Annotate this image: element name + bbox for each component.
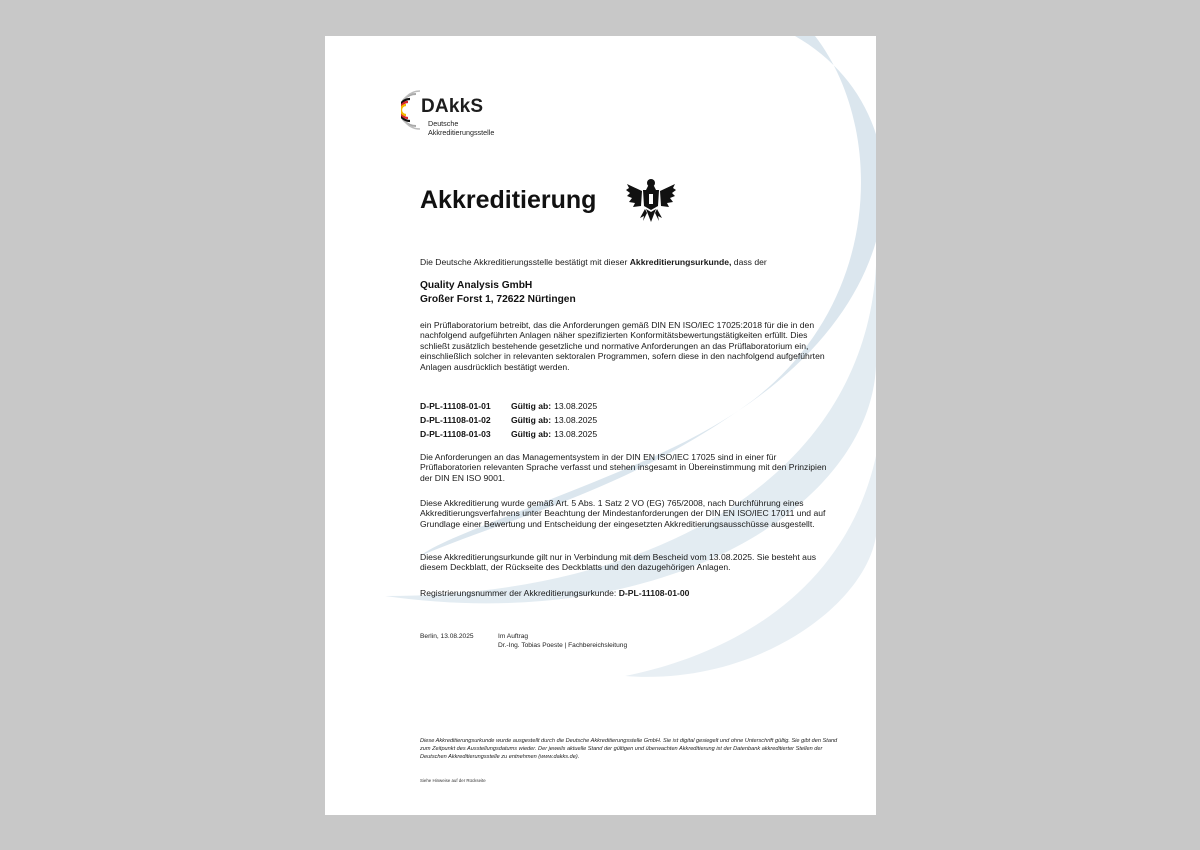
logo-subtitle — [428, 119, 494, 137]
footer-note: Diese Akkreditierungsurkunde wurde ausgestellt durch die Deutsche Akkreditierungsstelle GmbH. Sie ist digital gesiegelt und ohne Unterschrift gültig. Sie gibt den Stand zum Zeitpunkt des Ausstellungsdatums wieder. Der jeweils aktuelle Stand der gültigen und überwachten Akkreditierung ist der Datenbank akkreditierter Stellen der Deutschen Akkreditierungsstelle zu entnehmen (www.dakks.de). — [420, 738, 838, 760]
code-number: D-PL-11108-01-01 — [420, 401, 491, 411]
signature-block — [498, 632, 627, 650]
logo-brand: DAkkS — [421, 96, 484, 117]
code-valid-label: Gültig ab: — [511, 415, 552, 426]
code-valid-label: Gültig ab: — [511, 429, 552, 440]
page-title: Akkreditierung — [420, 186, 597, 214]
paragraph-scope: ein Prüflaboratorium betreibt, das die Anforderungen gemäß DIN EN ISO/IEC 17025:2018 für die in den nachfolgend aufgeführten Anlagen näher spezifizierten Konformitätsbewertungstätigkeiten erfüllt. Dies schließt zusätzlich bestehende gesetzliche und normative Anforderungen an das Prüflaboratorium ein, einschließlich solcher in relevanten sektoralen Programmen, sofern diese in den nachfolgend aufgeführten Anlagen ausdrücklich bestätigt werden. — [420, 320, 825, 372]
certificate-page — [325, 36, 876, 815]
code-valid-date: 13.08.2025 — [554, 415, 598, 426]
organization-address: Großer Forst 1, 72622 Nürtingen — [420, 294, 576, 305]
dakks-logo — [401, 90, 561, 140]
paragraph-management-system: Die Anforderungen an das Managementsystem in der DIN EN ISO/IEC 17025 sind in einer für Prüflaboratorien relevanten Sprache verfasst und stehen insgesamt in Übereinstimmung mit den Prinzipien der DIN EN ISO 9001. — [420, 452, 827, 483]
background-swoosh — [325, 36, 876, 815]
back-page-hint: Siehe Hinweise auf der Rückseite — [420, 778, 486, 783]
code-number: D-PL-11108-01-03 — [420, 429, 491, 440]
registration-label: Registrierungsnummer der Akkreditierungsurkunde: — [420, 588, 619, 598]
registration-line — [420, 588, 830, 598]
signature-place-date: Berlin, 13.08.2025 — [420, 633, 474, 640]
code-row — [420, 427, 597, 441]
organization-block — [420, 279, 576, 307]
code-row — [420, 399, 597, 413]
logo-subtitle-line2: Akkreditierungsstelle — [428, 128, 495, 137]
organization-name: Quality Analysis GmbH — [420, 280, 533, 291]
code-valid-date: 13.08.2025 — [554, 401, 598, 411]
signature-signer: Dr.-Ing. Tobias Poeste | Fachbereichsleitung — [498, 642, 628, 649]
paragraph-legal-basis: Diese Akkreditierung wurde gemäß Art. 5 Abs. 1 Satz 2 VO (EG) 765/2008, nach Durchführung eines Akkreditierungsverfahrens unter Beachtung der Mindestanforderungen der DIN EN ISO/IEC 17011 und auf Grundlage einer Bewertung und Entscheidung der eingesetzten Akkreditierungsausschüsse ausgestellt. — [420, 498, 826, 529]
intro-text — [420, 257, 830, 267]
code-valid-date: 13.08.2025 — [554, 429, 598, 440]
registration-number: D-PL-11108-01-00 — [618, 588, 690, 598]
logo-subtitle-line1: Deutsche — [428, 119, 459, 128]
code-row — [420, 413, 597, 427]
paragraph-validity: Diese Akkreditierungsurkunde gilt nur in Verbindung mit dem Bescheid vom 13.08.2025. Sie besteht aus diesem Deckblatt, der Rückseite des Deckblatts und den dazugehörigen Anlagen. — [420, 552, 817, 573]
intro-after: dass der — [731, 257, 767, 267]
code-valid-label: Gültig ab: — [511, 401, 552, 411]
federal-eagle-icon — [625, 176, 677, 226]
accreditation-codes — [420, 399, 597, 442]
code-number: D-PL-11108-01-02 — [420, 415, 491, 426]
intro-before: Die Deutsche Akkreditierungsstelle bestätigt mit dieser — [420, 257, 630, 267]
intro-bold: Akkreditierungsurkunde, — [629, 257, 732, 267]
signature-on-behalf: Im Auftrag — [498, 633, 529, 640]
